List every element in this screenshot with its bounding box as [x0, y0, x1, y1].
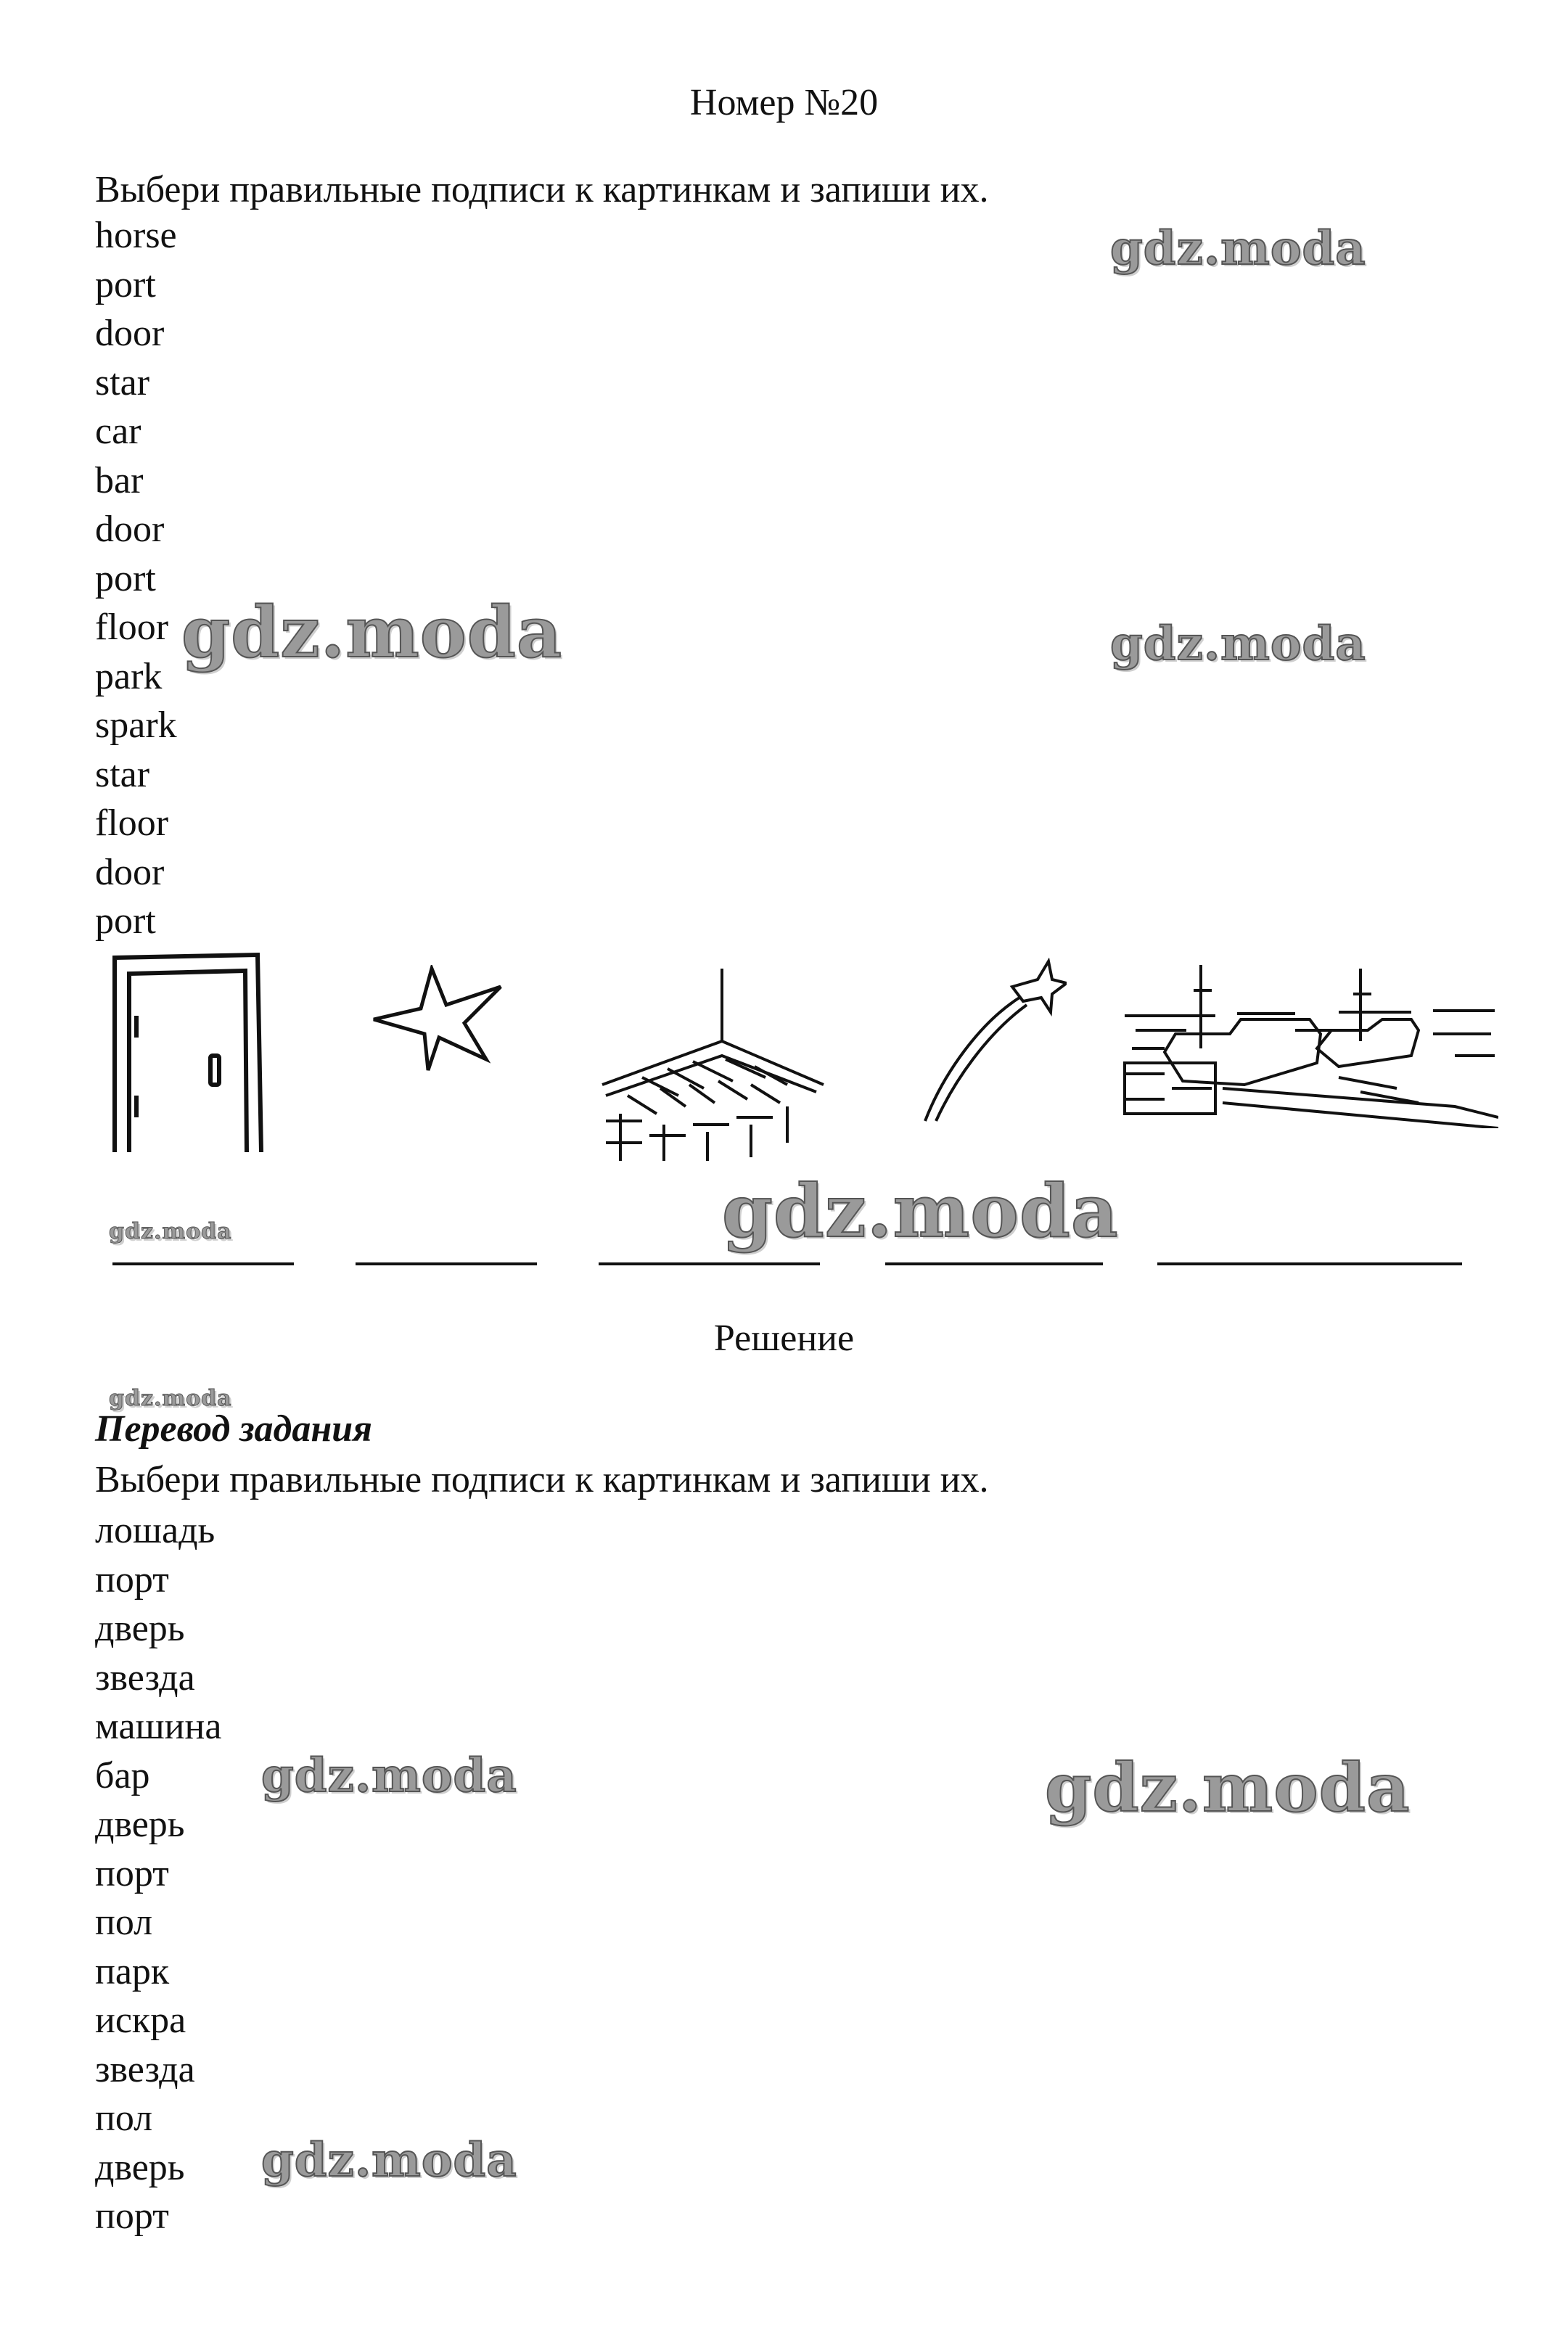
list-item: park	[95, 655, 163, 697]
list-item: floor	[95, 802, 169, 844]
list-item: horse	[95, 215, 177, 256]
list-item: бар	[95, 1754, 150, 1796]
list-item: звезда	[95, 1656, 195, 1699]
translation-instruction: Выбери правильные подписи к картинкам и запиши их.	[95, 1459, 989, 1500]
list-item: парк	[95, 1950, 170, 1992]
watermark: gdz.moda	[1110, 617, 1366, 671]
list-item: door	[95, 851, 165, 893]
list-item: искра	[95, 2000, 186, 2041]
list-item: bar	[95, 459, 144, 501]
list-item: порт	[95, 2195, 169, 2237]
english-word-list	[95, 211, 177, 946]
floor-icon	[599, 969, 831, 1164]
list-item: port	[95, 263, 156, 305]
watermark: gdz.moda	[181, 591, 563, 673]
watermark: gdz.moda	[1045, 1749, 1411, 1827]
list-item: машина	[95, 1706, 222, 1747]
port-icon	[1121, 961, 1498, 1128]
watermark: gdz.moda	[109, 1386, 232, 1411]
list-item: порт	[95, 1558, 169, 1601]
answer-blank	[112, 1262, 294, 1265]
list-item: star	[95, 361, 150, 403]
list-item: дверь	[95, 1804, 185, 1845]
translation-heading: Перевод задания	[95, 1408, 372, 1450]
list-item: порт	[95, 1852, 169, 1894]
list-item: дверь	[95, 2146, 185, 2188]
page-title: Номер №20	[689, 82, 879, 123]
list-item: дверь	[95, 1608, 185, 1649]
list-item: floor	[95, 607, 169, 648]
list-item: car	[95, 411, 141, 452]
list-item: звезда	[95, 2048, 195, 2090]
watermark: gdz.moda	[261, 2133, 517, 2188]
solution-label: Решение	[713, 1318, 855, 1359]
list-item: door	[95, 313, 165, 354]
answer-blank	[599, 1262, 820, 1265]
list-item: лошадь	[95, 1510, 216, 1551]
list-item: star	[95, 753, 150, 795]
task-instruction: Выбери правильные подписи к картинкам и запиши их.	[95, 169, 989, 210]
list-item: пол	[95, 1902, 153, 1943]
list-item: spark	[95, 705, 177, 746]
russian-word-list	[95, 1506, 221, 2241]
star-icon	[370, 965, 515, 1074]
watermark: gdz.moda	[1110, 221, 1366, 276]
answer-blank	[356, 1262, 537, 1265]
list-item: port	[95, 557, 156, 599]
list-item: port	[95, 900, 156, 942]
list-item: пол	[95, 2098, 153, 2139]
answer-blank	[885, 1262, 1103, 1265]
shooting-star-icon	[921, 958, 1067, 1125]
door-icon	[109, 950, 272, 1154]
watermark: gdz.moda	[722, 1168, 1119, 1254]
watermark: gdz.moda	[261, 1749, 517, 1803]
answer-blank	[1157, 1262, 1462, 1265]
watermark: gdz.moda	[109, 1219, 232, 1244]
list-item: door	[95, 509, 165, 550]
